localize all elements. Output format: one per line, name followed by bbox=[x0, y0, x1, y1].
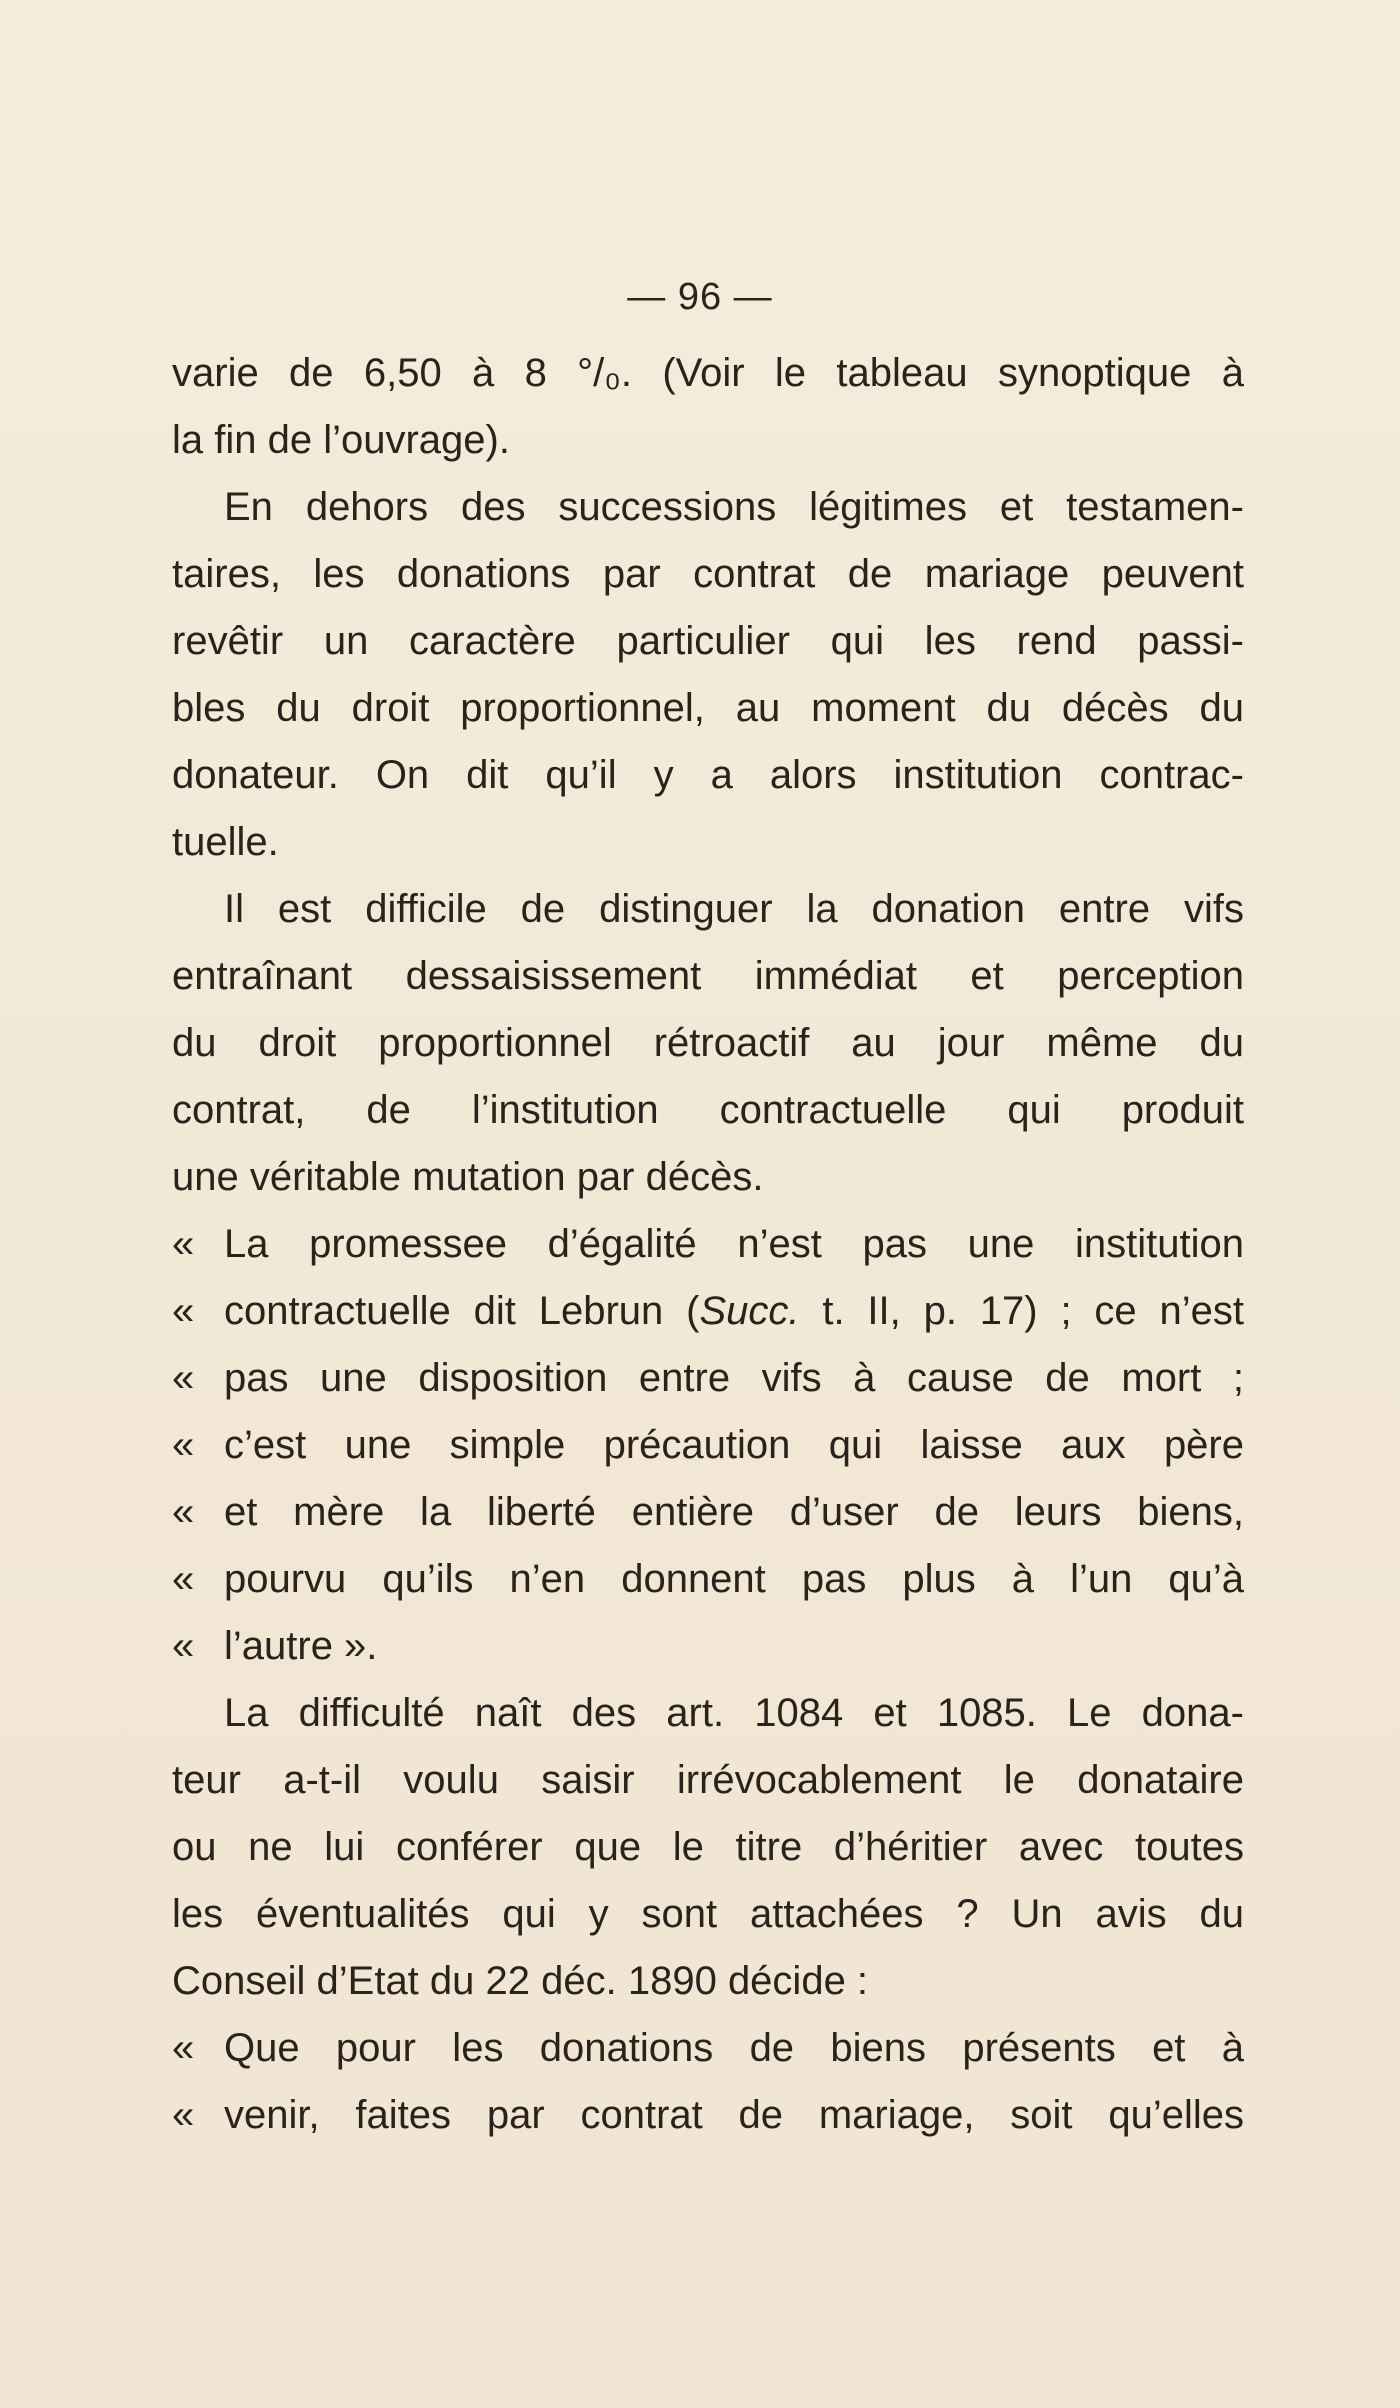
quote-mark: « bbox=[172, 1289, 195, 1333]
quote-mark: « bbox=[172, 2026, 195, 2070]
quote-text: La promessee d’égalité n’est pas une institution bbox=[224, 1222, 1244, 1266]
text-line: ou ne lui conférer que le titre d’héritier avec toutes bbox=[172, 1825, 1244, 1869]
text-line: En dehors des successions légitimes et testamen- bbox=[224, 485, 1244, 529]
text-line: varie de 6,50 à 8 °/₀. (Voir le tableau synoptique à bbox=[172, 351, 1244, 395]
quote-text bbox=[224, 1289, 1244, 1333]
text-line: donateur. On dit qu’il y a alors institution contrac- bbox=[172, 753, 1244, 797]
page-number: — 96 — bbox=[627, 276, 773, 318]
quote-mark: « bbox=[172, 2093, 195, 2137]
body-text bbox=[172, 340, 1244, 2149]
quote-line bbox=[172, 1278, 1244, 1345]
citation-italic: Succ. bbox=[699, 1289, 800, 1333]
text-line: taires, les donations par contrat de mariage peuvent bbox=[172, 552, 1244, 596]
quote-line bbox=[172, 1412, 1244, 1479]
quote-mark: « bbox=[172, 1356, 195, 1400]
text-line: contrat, de l’institution contractuelle qui produit bbox=[172, 1088, 1244, 1132]
quote-text: c’est une simple précaution qui laisse aux père bbox=[224, 1423, 1244, 1467]
text-line: Il est difficile de distinguer la donation entre vifs bbox=[224, 887, 1244, 931]
quote-mark: « bbox=[172, 1557, 195, 1601]
quote-line bbox=[172, 1546, 1244, 1613]
text-line: tuelle. bbox=[172, 820, 279, 864]
text-line: revêtir un caractère particulier qui les rend passi- bbox=[172, 619, 1244, 663]
quote-mark: « bbox=[172, 1490, 195, 1534]
quote-text: et mère la liberté entière d’user de leurs biens, bbox=[224, 1490, 1244, 1534]
text-line: La difficulté naît des art. 1084 et 1085. Le dona- bbox=[224, 1691, 1244, 1735]
quote-text: pas une disposition entre vifs à cause de mort ; bbox=[224, 1356, 1244, 1400]
text-line: entraînant dessaisissement immédiat et perception bbox=[172, 954, 1244, 998]
text-line: la fin de l’ouvrage). bbox=[172, 418, 510, 462]
text-line: bles du droit proportionnel, au moment du décès du bbox=[172, 686, 1244, 730]
quote-mark: « bbox=[172, 1624, 195, 1668]
text-line: teur a-t-il voulu saisir irrévocablement le donataire bbox=[172, 1758, 1244, 1802]
quote-line bbox=[172, 1211, 1244, 1278]
quote-line bbox=[172, 2082, 1244, 2149]
quote-mark: « bbox=[172, 1423, 195, 1467]
quote-line bbox=[172, 1479, 1244, 1546]
text-line: une véritable mutation par décès. bbox=[172, 1155, 764, 1199]
quote-line bbox=[172, 1613, 1244, 1680]
quote-text: Que pour les donations de biens présents et à bbox=[224, 2026, 1244, 2070]
quote-text-pre: contractuelle dit Lebrun ( bbox=[224, 1289, 700, 1333]
quote-text: pourvu qu’ils n’en donnent pas plus à l’un qu’à bbox=[224, 1557, 1244, 1601]
text-line: Conseil d’Etat du 22 déc. 1890 décide : bbox=[172, 1959, 869, 2003]
quote-text: venir, faites par contrat de mariage, soit qu’elles bbox=[224, 2093, 1244, 2137]
quote-text-post: t. II, p. 17) ; ce n’est bbox=[799, 1289, 1244, 1333]
quote-line bbox=[172, 2015, 1244, 2082]
quote-line bbox=[172, 1345, 1244, 1412]
quote-mark: « bbox=[172, 1222, 195, 1266]
quote-text: l’autre ». bbox=[224, 1624, 378, 1668]
text-line: les éventualités qui y sont attachées ? Un avis du bbox=[172, 1892, 1244, 1936]
text-line: du droit proportionnel rétroactif au jour même du bbox=[172, 1021, 1244, 1065]
